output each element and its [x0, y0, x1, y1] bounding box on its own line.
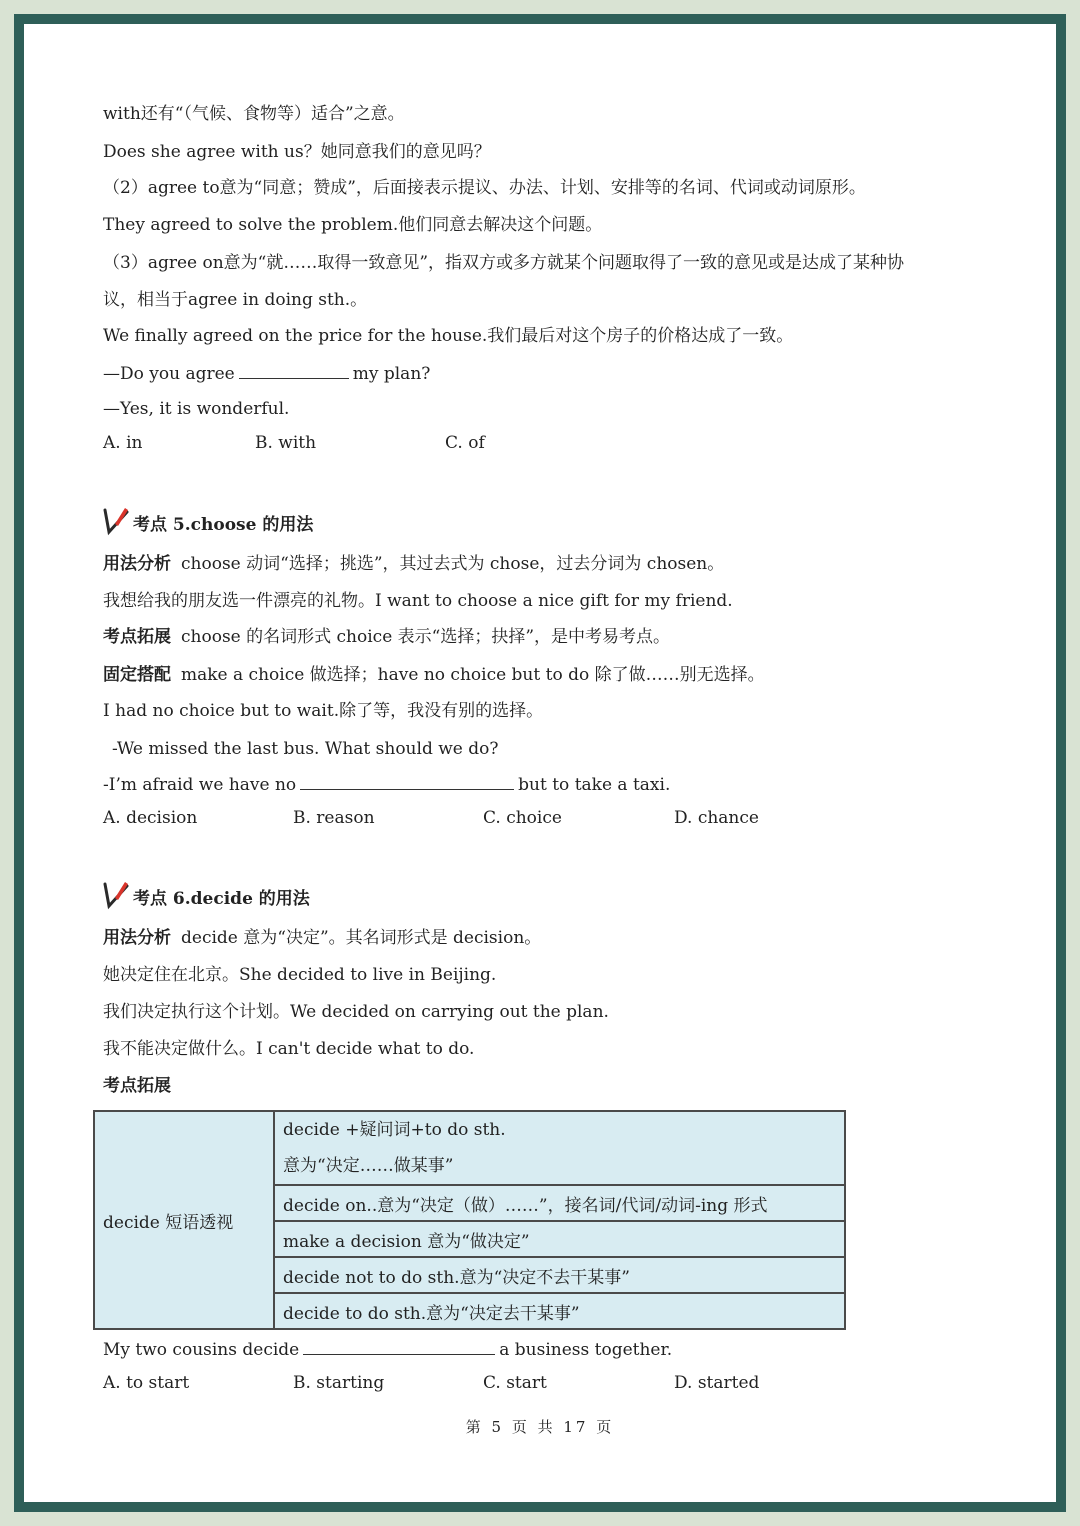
- text-line: [103, 626, 670, 648]
- text-line: They agreed to solve the problem.他们同意去解决这个问题。: [103, 215, 603, 235]
- option-c: C. choice: [483, 808, 562, 828]
- option-a: A. in: [103, 433, 143, 453]
- text-line: 她决定住在北京。She decided to live in Beijing.: [103, 965, 497, 985]
- table-cell: decide on..意为“决定（做）……”，接名词/代词/动词-ing 形式: [274, 1185, 845, 1221]
- question-text: my plan?: [352, 364, 431, 384]
- question-text: a business together.: [499, 1340, 673, 1360]
- question-line: [103, 363, 430, 385]
- option-d: D. started: [674, 1373, 760, 1393]
- section-heading: [103, 506, 313, 538]
- pen-check-icon: [103, 880, 131, 912]
- text-line: Does she agree with us？她同意我们的意见吗？: [103, 142, 491, 162]
- heading-text: 考点 5.choose 的用法: [133, 515, 314, 535]
- pen-check-icon: [103, 506, 131, 538]
- text-line: with还有“（气候、食物等）适合”之意。: [103, 104, 405, 124]
- table-cell: make a decision 意为“做决定”: [274, 1221, 845, 1257]
- extension-tag: 考点拓展: [103, 1076, 171, 1096]
- option-b: B. reason: [293, 808, 375, 828]
- extension-tag: 考点拓展: [103, 627, 171, 647]
- text-line: —Yes, it is wonderful.: [103, 399, 290, 419]
- option-c: C. of: [445, 433, 485, 453]
- text-line: I had no choice but to wait.除了等，我没有别的选择。: [103, 701, 544, 721]
- text-line: [103, 927, 541, 949]
- answer-blank: [303, 1340, 495, 1355]
- text-line: 我不能决定做什么。I can't decide what to do.: [103, 1039, 475, 1059]
- table-cell-line: decide +疑问词+to do sth.: [283, 1120, 506, 1140]
- text-line: -We missed the last bus. What should we do?: [112, 739, 499, 759]
- usage-text: choose 动词“选择；挑选”，其过去式为 chose，过去分词为 chosen。: [181, 554, 725, 574]
- usage-tag: 用法分析: [103, 928, 171, 948]
- table-cell: [274, 1111, 845, 1185]
- question-text: -I’m afraid we have no: [103, 775, 297, 795]
- text-line: [103, 553, 724, 575]
- text-line: 议，相当于agree in doing sth.。: [103, 290, 368, 310]
- fixed-phrase-tag: 固定搭配: [103, 665, 171, 685]
- table-cell: decide to do sth.意为“决定去干某事”: [274, 1293, 845, 1329]
- usage-text: decide 意为“决定”。其名词形式是 decision。: [181, 928, 542, 948]
- heading-text: 考点 6.decide 的用法: [133, 889, 310, 909]
- question-line: [103, 1339, 672, 1361]
- extension-text: choose 的名词形式 choice 表示“选择；抉择”，是中考易考点。: [181, 627, 671, 647]
- section-heading: [103, 880, 310, 912]
- usage-tag: 用法分析: [103, 554, 171, 574]
- text-line: 我想给我的朋友选一件漂亮的礼物。I want to choose a nice gift for my friend.: [103, 591, 733, 611]
- answer-blank: [239, 364, 349, 379]
- option-d: D. chance: [674, 808, 759, 828]
- text-line: [103, 664, 765, 686]
- text-line: 我们决定执行这个计划。We decided on carrying out the plan.: [103, 1002, 609, 1022]
- option-a: A. decision: [103, 808, 198, 828]
- table-label-cell: decide 短语透视: [94, 1111, 274, 1329]
- question-text: but to take a taxi.: [518, 775, 671, 795]
- question-text: —Do you agree: [103, 364, 235, 384]
- answer-blank: [300, 775, 514, 790]
- question-line: [103, 774, 670, 796]
- text-line: （2）agree to意为“同意；赞成”，后面接表示提议、办法、计划、安排等的名词、代词或动词原形。: [103, 178, 866, 198]
- option-c: C. start: [483, 1373, 547, 1393]
- phrase-table: [93, 1110, 846, 1330]
- table-cell-line: 意为“决定……做某事”: [283, 1156, 454, 1176]
- fixed-phrase-text: make a choice 做选择；have no choice but to do 除了做……别无选择。: [181, 665, 765, 685]
- option-a: A. to start: [103, 1373, 190, 1393]
- question-text: My two cousins decide: [103, 1340, 300, 1360]
- option-b: B. with: [255, 433, 317, 453]
- text-line: （3）agree on意为“就……取得一致意见”，指双方或多方就某个问题取得了一致的意见或是达成了某种协: [103, 253, 905, 273]
- option-b: B. starting: [293, 1373, 385, 1393]
- page-number: 第 5 页 共 17 页: [465, 1418, 615, 1436]
- table-cell: decide not to do sth.意为“决定不去干某事”: [274, 1257, 845, 1293]
- text-line: We finally agreed on the price for the house.我们最后对这个房子的价格达成了一致。: [103, 326, 794, 346]
